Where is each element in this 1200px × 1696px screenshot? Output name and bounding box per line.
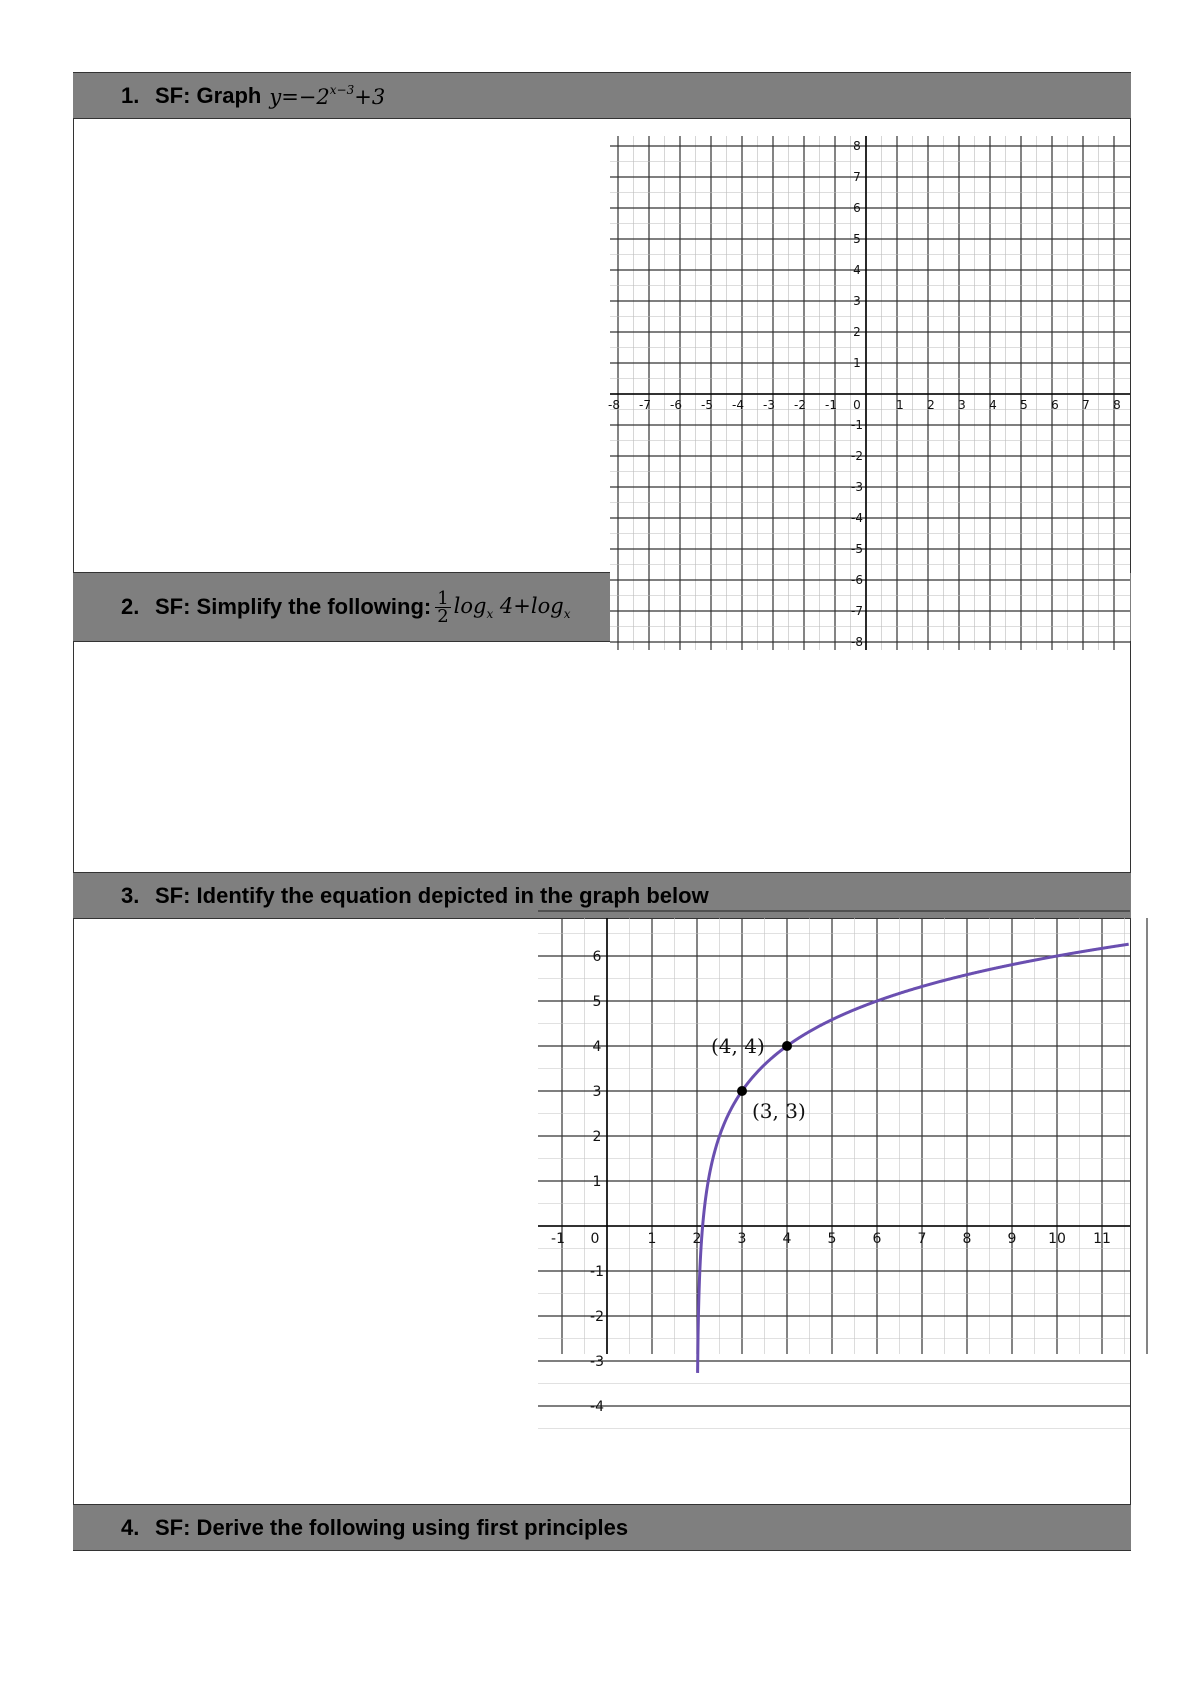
y-tick-label: -2 (590, 1309, 604, 1325)
x-tick-label: 1 (647, 1231, 657, 1247)
y-tick-label: 6 (853, 201, 861, 215)
question-1-header (73, 72, 1131, 119)
blank-coordinate-grid (610, 136, 1130, 650)
question-3-number: 3. (121, 882, 140, 908)
y-tick-label: -6 (851, 573, 863, 587)
x-tick-label: 4 (782, 1231, 792, 1247)
fraction-denominator: 2 (437, 605, 449, 627)
question-3-title: SF: Identify the equation depicted in the graph below (155, 882, 709, 908)
equation-tail: +3 (354, 84, 386, 109)
y-tick-label: 5 (592, 994, 602, 1010)
y-tick-label: 5 (853, 232, 861, 246)
y-tick-label: -1 (590, 1264, 604, 1280)
x-tick-label: 2 (692, 1231, 702, 1247)
x-tick-label: -6 (670, 398, 682, 412)
question-1-number: 1. (121, 82, 140, 108)
question-2-number: 2. (121, 594, 140, 619)
y-tick-label: 6 (592, 949, 602, 965)
y-tick-label: 2 (592, 1129, 602, 1145)
y-tick-label: -3 (590, 1354, 604, 1370)
x-tick-label: 3 (737, 1231, 747, 1247)
y-tick-label: -3 (851, 480, 863, 494)
x-tick-label: 10 (1048, 1231, 1066, 1247)
equation-base: y=−2 (269, 84, 330, 109)
question-2-title: SF: Simplify the following: (155, 594, 432, 619)
y-tick-label: 1 (853, 356, 861, 370)
x-tick-label: -1 (551, 1231, 565, 1247)
x-tick-label: 3 (958, 398, 966, 412)
y-tick-label: 4 (592, 1039, 602, 1055)
log-2-base: x (563, 606, 571, 621)
x-tick-label: 5 (1020, 398, 1028, 412)
x-tick-label: 6 (1051, 398, 1059, 412)
log-2: 4+log (493, 593, 564, 618)
data-point-label: (3, 3) (752, 1099, 806, 1123)
y-tick-label: 3 (592, 1084, 602, 1100)
question-1-title: SF: Graph (155, 82, 262, 108)
x-tick-label: 0 (853, 398, 861, 412)
x-tick-label: 8 (1113, 398, 1121, 412)
x-tick-label: 4 (989, 398, 997, 412)
question-1-equation (269, 83, 385, 109)
data-point (737, 1086, 747, 1096)
x-tick-label: -4 (732, 398, 744, 412)
y-tick-label: 2 (853, 325, 861, 339)
data-point-label: (4, 4) (711, 1034, 765, 1058)
x-tick-label: 5 (827, 1231, 837, 1247)
y-tick-label: -4 (851, 511, 863, 525)
x-tick-label: 11 (1093, 1231, 1111, 1247)
y-tick-label: 3 (853, 294, 861, 308)
y-tick-label: 8 (853, 139, 861, 153)
x-tick-label: -2 (794, 398, 806, 412)
y-tick-label: 7 (853, 170, 861, 184)
data-point (782, 1041, 792, 1051)
question-4-number: 4. (121, 1514, 140, 1540)
x-tick-label: 0 (590, 1231, 600, 1247)
x-tick-label: -7 (639, 398, 651, 412)
question-3-header (73, 872, 1131, 919)
y-tick-label: -5 (851, 542, 863, 556)
fraction-numerator: 1 (437, 587, 449, 609)
y-tick-label: -1 (851, 418, 863, 432)
x-tick-label: -3 (763, 398, 775, 412)
y-tick-label: -8 (851, 635, 863, 649)
question-4-title: SF: Derive the following using first principles (155, 1514, 629, 1540)
y-tick-label: 4 (853, 263, 861, 277)
question-2-expression (431, 587, 571, 627)
y-tick-label: -2 (851, 449, 863, 463)
x-tick-label: 1 (896, 398, 904, 412)
y-tick-label: -7 (851, 604, 863, 618)
fraction (435, 587, 450, 627)
x-tick-label: -8 (608, 398, 620, 412)
x-tick-label: 8 (962, 1231, 972, 1247)
x-tick-label: -1 (825, 398, 837, 412)
x-tick-label: -5 (701, 398, 713, 412)
y-tick-label: 1 (592, 1174, 602, 1190)
x-tick-label: 7 (917, 1231, 927, 1247)
logarithmic-graph (538, 918, 1130, 1415)
y-tick-label: -4 (590, 1399, 604, 1415)
x-tick-label: 7 (1082, 398, 1090, 412)
question-4-header (73, 1504, 1131, 1551)
x-tick-label: 9 (1007, 1231, 1017, 1247)
x-tick-label: 2 (927, 398, 935, 412)
x-tick-label: 6 (872, 1231, 882, 1247)
equation-exponent: x−3 (329, 82, 355, 97)
log-1: log (453, 593, 487, 618)
log-1-base: x (486, 606, 494, 621)
